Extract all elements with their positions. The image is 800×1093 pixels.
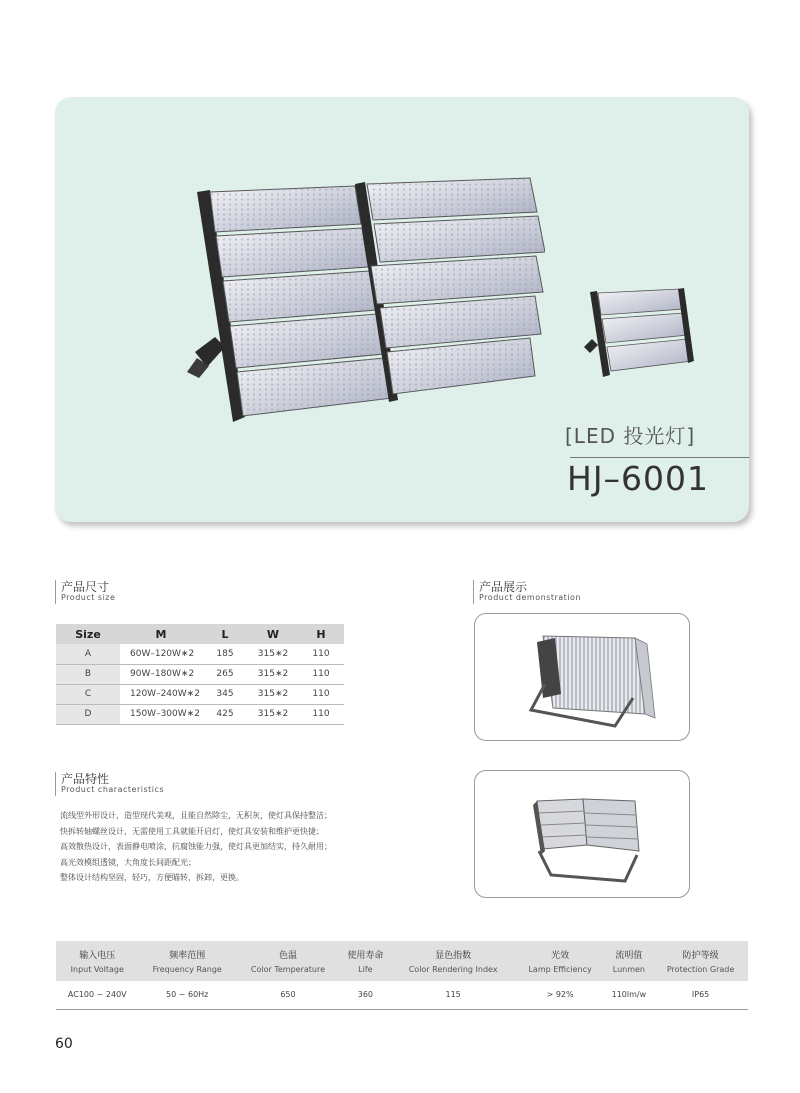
cell-l: 345 <box>202 684 248 704</box>
spec-header-en: Input Voltage <box>70 965 124 974</box>
demo-title-en: Product demonstration <box>479 593 581 602</box>
spec-header <box>516 941 605 981</box>
cell-h: 110 <box>298 684 344 704</box>
spec-header <box>139 941 236 981</box>
header-l: L <box>202 624 248 644</box>
header-m: M <box>120 624 202 644</box>
spec-header <box>340 941 391 981</box>
cell-m: 90W–180W∗2 <box>120 664 202 684</box>
spec-value-row <box>56 981 748 1009</box>
table-row <box>56 704 344 724</box>
feature-line: 快拆转轴螺丝设计，无需使用工具就能开启灯，使灯具安装和维护更快捷； <box>60 826 324 836</box>
section-bar <box>55 580 56 604</box>
features-list <box>60 808 332 886</box>
spec-value: 650 <box>236 981 340 1009</box>
feature-line: 整体设计结构坚固，轻巧，方便瞄转，拆卸，更换。 <box>60 873 244 882</box>
cell-w: 315∗2 <box>248 644 298 664</box>
spec-value: AC100 ~ 240V <box>56 981 139 1009</box>
floodlight-front-image <box>475 771 690 898</box>
spec-header-zh: 频率范围 <box>169 951 206 961</box>
cell-size: A <box>56 644 120 664</box>
spec-header-zh: 显色指数 <box>435 951 472 961</box>
cell-m: 150W–300W∗2 <box>120 704 202 724</box>
cell-h: 110 <box>298 704 344 724</box>
spec-header-en: Frequency Range <box>152 965 222 974</box>
size-title-en: Product size <box>61 593 116 602</box>
header-w: W <box>248 624 298 644</box>
spec-value: 360 <box>340 981 391 1009</box>
size-table <box>56 624 344 725</box>
spec-header-zh: 色温 <box>278 951 297 961</box>
header-h: H <box>298 624 344 644</box>
spec-header <box>56 941 139 981</box>
section-bar <box>55 772 56 796</box>
spec-header-row <box>56 941 748 981</box>
spec-header-zh: 光效 <box>551 951 570 961</box>
spec-header <box>236 941 340 981</box>
feature-line: 流线型外形设计，造型现代美观，且能自然除尘，无积灰，使灯具保持整洁； <box>60 811 332 820</box>
spec-header-en: Color Temperature <box>250 965 326 974</box>
spec-value: 115 <box>391 981 516 1009</box>
cell-h: 110 <box>298 664 344 684</box>
features-title-zh: 产品特性 <box>61 772 110 786</box>
header-size: Size <box>56 624 120 644</box>
spec-header <box>391 941 516 981</box>
spec-header-en: Lamp Efficiency <box>528 965 592 974</box>
cell-l: 265 <box>202 664 248 684</box>
spec-value: 50 ~ 60Hz <box>139 981 236 1009</box>
table-row <box>56 664 344 684</box>
cell-size: C <box>56 684 120 704</box>
spec-header-zh: 防护等级 <box>682 951 719 961</box>
spec-header-zh: 使用寿命 <box>347 951 384 961</box>
cell-w: 315∗2 <box>248 664 298 684</box>
features-title-en: Product characteristics <box>61 785 165 794</box>
spec-header <box>605 941 654 981</box>
spec-header <box>653 941 748 981</box>
spec-header-zh: 输入电压 <box>79 951 116 961</box>
spec-header-zh: 流明值 <box>615 951 643 961</box>
size-title-zh: 产品尺寸 <box>61 580 110 594</box>
floodlight-large-image <box>185 172 545 442</box>
spec-value: IP65 <box>653 981 748 1009</box>
spec-value: 110lm/w <box>605 981 654 1009</box>
size-table-header <box>56 624 344 644</box>
product-title: HJ–6001 <box>567 459 710 498</box>
table-row <box>56 684 344 704</box>
table-row <box>56 644 344 664</box>
cell-w: 315∗2 <box>248 684 298 704</box>
cell-m: 120W–240W∗2 <box>120 684 202 704</box>
product-subtitle: [LED 投光灯] <box>565 424 696 448</box>
page-number: 60 <box>55 1036 73 1052</box>
feature-line: 高光效模组透镜，大角度长间距配光； <box>60 857 196 867</box>
cell-m: 60W–120W∗2 <box>120 644 202 664</box>
cell-w: 315∗2 <box>248 704 298 724</box>
spec-header-en: Life <box>358 965 373 974</box>
floodlight-small-image <box>580 287 700 382</box>
cell-l: 425 <box>202 704 248 724</box>
spec-header-en: Color Rendering Index <box>408 965 498 974</box>
feature-line: 高效散热设计，表面静电喷涂，抗腐蚀能力强，使灯具更加结实，持久耐用； <box>60 842 332 851</box>
spec-table <box>56 941 748 1010</box>
demo-title-zh: 产品展示 <box>479 580 528 594</box>
section-bar <box>473 580 474 604</box>
spec-value: > 92% <box>516 981 605 1009</box>
cell-l: 185 <box>202 644 248 664</box>
floodlight-back-image <box>475 614 690 741</box>
spec-header-en: Lunmen <box>612 965 645 974</box>
cell-size: B <box>56 664 120 684</box>
hero-panel <box>55 97 749 522</box>
cell-h: 110 <box>298 644 344 664</box>
title-divider <box>570 457 749 458</box>
spec-header-en: Protection Grade <box>666 965 735 974</box>
cell-size: D <box>56 704 120 724</box>
demo-image-1 <box>474 613 690 741</box>
demo-image-2 <box>474 770 690 898</box>
